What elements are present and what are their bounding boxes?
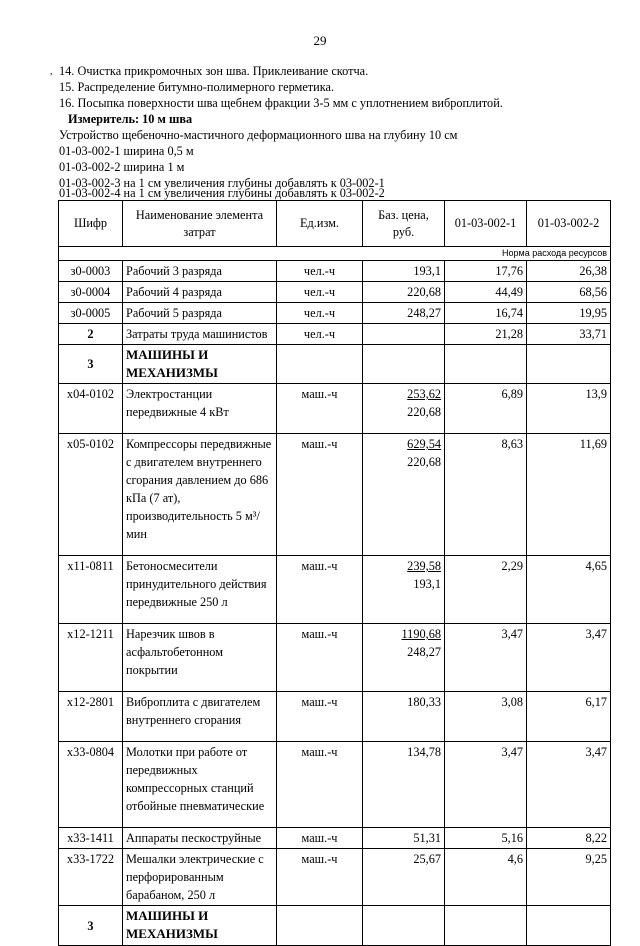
machine-row — [59, 556, 611, 624]
row-price — [363, 434, 445, 556]
row-code — [59, 692, 123, 742]
row-name — [123, 282, 277, 303]
row-price — [363, 828, 445, 849]
row-price-text: 220,68 — [407, 285, 441, 299]
header-name: Наименование элемента затрат — [123, 201, 277, 247]
row-name-text: Аппараты пескоструйные — [126, 831, 262, 845]
row-v2 — [527, 742, 611, 828]
row-code-text: з0-0005 — [70, 306, 111, 320]
row-name-text: Мешалки электрические с перфорированным барабаном, 250 л — [126, 852, 264, 902]
machinists-name: Затраты труда машинистов — [123, 324, 277, 345]
row-v1-text: 17,76 — [495, 264, 523, 278]
row-name-text: Компрессоры передвижные с двигателем внутреннего сгорания давлением до 686 кПа (7 ат), производительность 5 м³/мин — [126, 437, 272, 541]
machine-row — [59, 742, 611, 828]
row-v2 — [527, 303, 611, 324]
row-name — [123, 434, 277, 556]
row-price-main: 134,78 — [407, 745, 441, 759]
norm-label: Норма расхода ресурсов — [59, 247, 611, 261]
row-unit-text: чел.-ч — [303, 285, 336, 299]
row-v2 — [527, 692, 611, 742]
row-v2-text: 26,38 — [579, 264, 607, 278]
row-price — [363, 742, 445, 828]
row-price-main: 25,67 — [413, 852, 441, 866]
row-name-text: Рабочий 3 разряда — [126, 264, 223, 278]
intro-line: 15. Распределение битумно-полимерного герметика. — [59, 80, 335, 94]
row-code-text: з0-0003 — [70, 264, 111, 278]
row-price — [363, 303, 445, 324]
row-name — [123, 624, 277, 692]
row-unit — [277, 742, 363, 828]
row-v2 — [527, 828, 611, 849]
worker-row — [59, 303, 611, 324]
worker-row — [59, 261, 611, 282]
row-unit — [277, 282, 363, 303]
row-v1 — [445, 556, 527, 624]
row-v1-text: 3,08 — [501, 695, 523, 709]
row-unit — [277, 434, 363, 556]
row-name — [123, 261, 277, 282]
row-price-secondary: 248,27 — [407, 645, 441, 659]
margin-mark: , — [50, 66, 53, 77]
row-v1-text: 3,47 — [501, 745, 523, 759]
header-col2: 01-03-002-2 — [527, 201, 611, 247]
row-unit-text: маш.-ч — [301, 852, 338, 866]
intro-line: 16. Посыпка поверхности шва щебнем фракции 3-5 мм с уплотнением виброплитой. — [59, 96, 503, 110]
row-unit-text: маш.-ч — [301, 745, 338, 759]
row-name — [123, 384, 277, 434]
row-code-text: х11-0811 — [67, 559, 114, 573]
row-price-main: 629,54 — [407, 437, 441, 451]
row-unit-text: маш.-ч — [301, 831, 338, 845]
variant-line: 01-03-002-1 ширина 0,5 м — [59, 144, 194, 158]
row-name — [123, 828, 277, 849]
machinists-unit: чел.-ч — [277, 324, 363, 345]
row-name-text: Молотки при работе от передвижных компрессорных станций отбойные пневматические — [126, 745, 265, 813]
variant-line: 01-03-002-2 ширина 1 м — [59, 160, 185, 174]
machine-row — [59, 624, 611, 692]
row-unit — [277, 384, 363, 434]
row-v1 — [445, 303, 527, 324]
row-v2-text: 13,9 — [585, 387, 607, 401]
row-v1 — [445, 828, 527, 849]
row-code-text: з0-0004 — [70, 285, 111, 299]
row-name — [123, 556, 277, 624]
row-unit-text: маш.-ч — [301, 387, 338, 401]
row-name-text: Бетоносмесители принудительного действия передвижные 250 л — [126, 559, 267, 609]
resource-table — [58, 200, 611, 946]
row-name — [123, 303, 277, 324]
row-v1-text: 2,29 — [501, 559, 523, 573]
row-v2-text: 19,95 — [579, 306, 607, 320]
row-v2 — [527, 434, 611, 556]
row-price-secondary: 193,1 — [413, 577, 441, 591]
row-v2-text: 3,47 — [585, 745, 607, 759]
row-price — [363, 282, 445, 303]
machinists-code: 2 — [59, 324, 123, 345]
row-v2-text: 9,25 — [585, 852, 607, 866]
row-name-text: Виброплита с двигателем внутреннего сгорания — [126, 695, 261, 727]
row-unit — [277, 261, 363, 282]
row-unit-text: маш.-ч — [301, 695, 338, 709]
row-v1 — [445, 624, 527, 692]
row-unit-text: маш.-ч — [301, 627, 338, 641]
machine-row — [59, 434, 611, 556]
row-code — [59, 742, 123, 828]
machine-row — [59, 828, 611, 849]
row-unit-text: маш.-ч — [301, 437, 338, 451]
row-code — [59, 282, 123, 303]
row-v1 — [445, 434, 527, 556]
row-price-text: 193,1 — [413, 264, 441, 278]
row-v2 — [527, 384, 611, 434]
machine-row — [59, 849, 611, 906]
row-price — [363, 556, 445, 624]
row-unit — [277, 849, 363, 906]
row-v1 — [445, 692, 527, 742]
row-v2 — [527, 282, 611, 303]
variant-line: 01-03-002-4 на 1 см увеличения глубины добавлять к 03-002-2 — [59, 186, 385, 200]
row-unit-text: маш.-ч — [301, 559, 338, 573]
row-code-text: х33-1411 — [67, 831, 114, 845]
row-code-text: х33-0804 — [66, 745, 115, 759]
description: Устройство щебеночно-мастичного деформационного шва на глубину 10 см — [59, 128, 458, 142]
row-v1 — [445, 384, 527, 434]
row-v2-text: 11,69 — [579, 437, 607, 451]
row-price-text: 248,27 — [407, 306, 441, 320]
row-v1 — [445, 849, 527, 906]
row-name-text: Электростанции передвижные 4 кВт — [126, 387, 229, 419]
row-v2 — [527, 849, 611, 906]
row-price-secondary: 220,68 — [407, 455, 441, 469]
section2-number: 3 — [59, 906, 123, 946]
row-price — [363, 624, 445, 692]
row-code-text: х12-2801 — [66, 695, 115, 709]
row-v1 — [445, 742, 527, 828]
row-v1 — [445, 282, 527, 303]
machinists-v1: 21,28 — [445, 324, 527, 345]
row-code-text: х05-0102 — [66, 437, 115, 451]
row-code-text: х33-1722 — [66, 852, 115, 866]
row-code — [59, 849, 123, 906]
row-code — [59, 434, 123, 556]
row-price-main: 239,58 — [407, 559, 441, 573]
row-v2 — [527, 624, 611, 692]
row-name — [123, 692, 277, 742]
row-price — [363, 261, 445, 282]
row-code — [59, 556, 123, 624]
worker-row — [59, 282, 611, 303]
intro-line: 14. Очистка прикромочных зон шва. Приклеивание скотча. — [59, 64, 369, 78]
page-number: 29 — [313, 33, 327, 48]
variant-line: 01-03-002-3 на 1 см увеличения глубины добавлять к 03-002-1 — [59, 176, 385, 190]
row-v2-text: 8,22 — [585, 831, 607, 845]
row-code — [59, 624, 123, 692]
row-price-main: 51,31 — [413, 831, 441, 845]
row-v2 — [527, 261, 611, 282]
row-unit-text: чел.-ч — [303, 264, 336, 278]
row-v1 — [445, 261, 527, 282]
row-unit — [277, 692, 363, 742]
row-v1-text: 4,6 — [507, 852, 523, 866]
row-v2-text: 68,56 — [579, 285, 607, 299]
row-price-main: 180,33 — [407, 695, 441, 709]
row-v2-text: 6,17 — [585, 695, 607, 709]
section-number: 3 — [59, 345, 123, 384]
row-v1-text: 3,47 — [501, 627, 523, 641]
row-v1-text: 5,16 — [501, 831, 523, 845]
row-v2-text: 4,65 — [585, 559, 607, 573]
row-price-secondary: 220,68 — [407, 405, 441, 419]
row-code-text: х04-0102 — [66, 387, 115, 401]
machine-row — [59, 692, 611, 742]
row-unit — [277, 624, 363, 692]
machine-row — [59, 384, 611, 434]
section2-title: МАШИНЫ И МЕХАНИЗМЫ — [123, 906, 277, 946]
row-v1-text: 8,63 — [501, 437, 523, 451]
row-v1-text: 16,74 — [495, 306, 523, 320]
measure-unit: Измеритель: 10 м шва — [68, 112, 193, 126]
row-v2 — [527, 556, 611, 624]
row-name-text: Нарезчик швов в асфальтобетонном покрытии — [126, 627, 224, 677]
row-v1-text: 6,89 — [501, 387, 523, 401]
row-name — [123, 742, 277, 828]
header-col1: 01-03-002-1 — [445, 201, 527, 247]
header-unit: Ед.изм. — [277, 201, 363, 247]
row-code-text: х12-1211 — [67, 627, 114, 641]
row-price-main: 253,62 — [407, 387, 441, 401]
row-code — [59, 384, 123, 434]
row-v1-text: 44,49 — [495, 285, 523, 299]
row-code — [59, 261, 123, 282]
row-code — [59, 303, 123, 324]
row-price-main: 1190,68 — [401, 627, 441, 641]
row-price — [363, 384, 445, 434]
row-name-text: Рабочий 4 разряда — [126, 285, 223, 299]
section-title: МАШИНЫ И МЕХАНИЗМЫ — [123, 345, 277, 384]
row-name-text: Рабочий 5 разряда — [126, 306, 223, 320]
row-price — [363, 849, 445, 906]
row-price — [363, 692, 445, 742]
header-price: Баз. цена, руб. — [363, 201, 445, 247]
row-unit — [277, 828, 363, 849]
header-code: Шифр — [59, 201, 123, 247]
row-code — [59, 828, 123, 849]
row-unit — [277, 556, 363, 624]
row-name — [123, 849, 277, 906]
row-unit — [277, 303, 363, 324]
machinists-v2: 33,71 — [527, 324, 611, 345]
row-unit-text: чел.-ч — [303, 306, 336, 320]
row-v2-text: 3,47 — [585, 627, 607, 641]
